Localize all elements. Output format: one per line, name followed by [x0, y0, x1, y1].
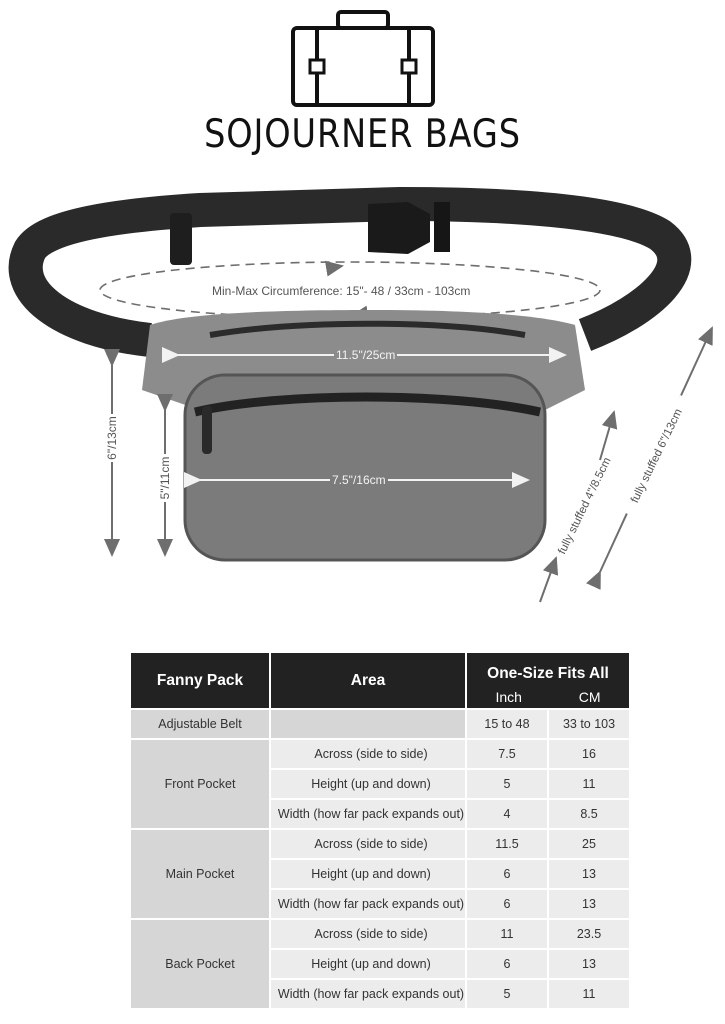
- belt-inch: 15 to 48: [467, 710, 547, 738]
- inch-cell: 11: [467, 920, 547, 948]
- inch-cell: 5: [467, 980, 547, 1008]
- header-one-size: [467, 653, 629, 708]
- front-depth-label: fully stuffed 4"/8.5cm: [556, 455, 614, 557]
- area-cell: Across (side to side): [271, 740, 465, 768]
- inch-cell: 6: [467, 890, 547, 918]
- table-row: [131, 920, 629, 948]
- area-cell: Across (side to side): [271, 920, 465, 948]
- group-front-pocket: Front Pocket: [131, 740, 269, 828]
- cm-cell: 13: [549, 860, 629, 888]
- belt-cm: 33 to 103: [549, 710, 629, 738]
- total-height-label: 6"/13cm: [105, 414, 119, 462]
- inch-cell: 7.5: [467, 740, 547, 768]
- total-depth-label: fully stuffed 6"/13cm: [623, 395, 691, 517]
- inch-cell: 4: [467, 800, 547, 828]
- area-cell: Width (how far pack expands out): [271, 980, 465, 1008]
- fanny-pack-image: [0, 180, 725, 620]
- cm-cell: 13: [549, 950, 629, 978]
- main-width-label: 11.5"/25cm: [336, 348, 396, 362]
- header-cm: CM: [578, 689, 601, 705]
- briefcase-icon: [290, 8, 436, 108]
- table-row-belt: [131, 710, 629, 738]
- cm-cell: 8.5: [549, 800, 629, 828]
- inch-cell: 6: [467, 860, 547, 888]
- product-illustration: [0, 180, 725, 620]
- area-cell: Width (how far pack expands out): [271, 890, 465, 918]
- header-fits-title: One-Size Fits All: [487, 665, 609, 682]
- inch-cell: 5: [467, 770, 547, 798]
- cm-cell: 23.5: [549, 920, 629, 948]
- area-cell: Height (up and down): [271, 770, 465, 798]
- area-cell: Height (up and down): [271, 860, 465, 888]
- cm-cell: 11: [549, 980, 629, 1008]
- header-inch: Inch: [495, 689, 522, 705]
- inch-cell: 11.5: [467, 830, 547, 858]
- belt-area: [271, 710, 465, 738]
- belt-label: Adjustable Belt: [131, 710, 269, 738]
- buckle: [368, 202, 430, 254]
- cm-cell: 11: [549, 770, 629, 798]
- cm-cell: 25: [549, 830, 629, 858]
- area-cell: Across (side to side): [271, 830, 465, 858]
- group-main-pocket: Main Pocket: [131, 830, 269, 918]
- table-row: [131, 830, 629, 858]
- inch-cell: 6: [467, 950, 547, 978]
- front-width-label: 7.5"/16cm: [332, 473, 386, 487]
- table-header-row: [131, 653, 629, 708]
- cm-cell: 13: [549, 890, 629, 918]
- table-row: [131, 740, 629, 768]
- circumference-label: Min-Max Circumference: 15"- 48 / 33cm - 103cm: [212, 284, 471, 298]
- cm-cell: 16: [549, 740, 629, 768]
- size-chart: [129, 651, 629, 1010]
- size-chart-table: [129, 651, 631, 1010]
- front-height-label: 5"/11cm: [158, 454, 172, 502]
- brand-name: SOJOURNER BAGS: [204, 112, 521, 157]
- area-cell: Width (how far pack expands out): [271, 800, 465, 828]
- group-back-pocket: Back Pocket: [131, 920, 269, 1008]
- header-area: Area: [271, 653, 465, 708]
- header-fanny-pack: Fanny Pack: [131, 653, 269, 708]
- strap-slider: [170, 213, 192, 265]
- area-cell: Height (up and down): [271, 950, 465, 978]
